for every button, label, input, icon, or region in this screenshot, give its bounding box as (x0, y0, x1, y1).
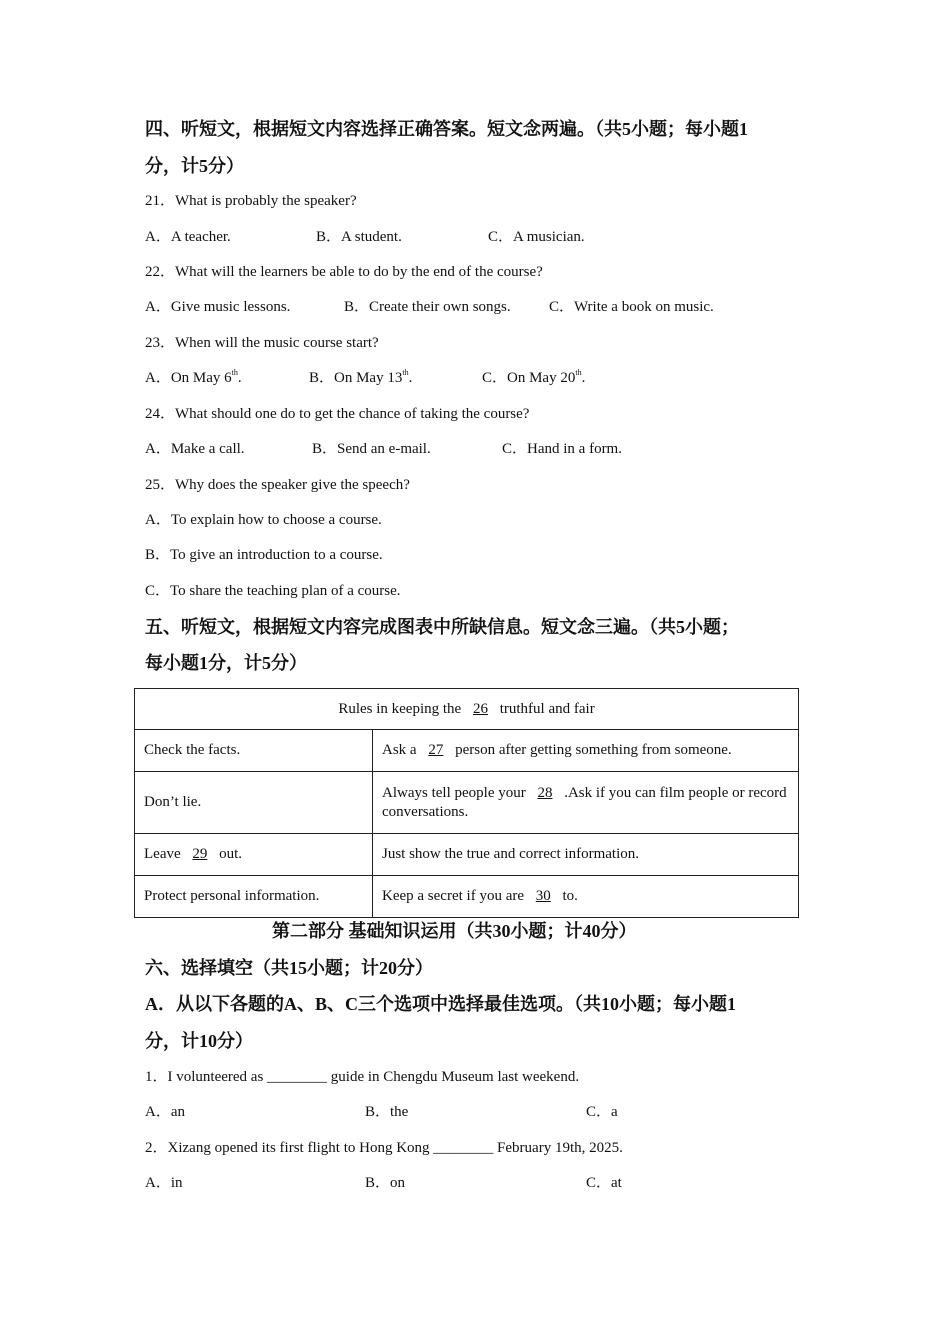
question: 25．Why does the speaker give the speech? (145, 477, 410, 493)
table-row (135, 730, 799, 772)
question: 24．What should one do to get the chance of taking the course? (145, 406, 530, 422)
blank-27: 27 (428, 742, 444, 758)
option-text: . (237, 370, 242, 386)
option-c: C．a (586, 1104, 618, 1120)
option-a (145, 368, 242, 388)
table-title (135, 689, 799, 730)
cell-text: out. (219, 846, 243, 862)
table-cell (373, 730, 799, 772)
blank-28: 28 (537, 784, 553, 801)
section-heading: 六、选择填空（共15小题；计20分） (145, 958, 433, 978)
cell-text: Rules in keeping the (338, 700, 462, 717)
cell-text: to. (562, 888, 578, 904)
option-b: B．To give an introduction to a course. (145, 547, 383, 563)
option-c: C．To share the teaching plan of a course. (145, 583, 401, 599)
subsection-heading: A．从以下各题的A、B、C三个选项中选择最佳选项。（共10小题；每小题1 (145, 994, 736, 1014)
cell-text: Ask a (382, 742, 417, 758)
cell-text: person after getting something from someone. (455, 742, 732, 758)
blank-30: 30 (535, 888, 551, 904)
table-cell (373, 772, 799, 834)
question: 1．I volunteered as ________ guide in Chengdu Museum last weekend. (145, 1069, 580, 1085)
ordinal-suffix: th (575, 368, 582, 377)
cell-text: .Ask if you can film people or record conversations. (382, 784, 787, 820)
option-b: B．on (365, 1175, 406, 1191)
option-c: C．Hand in a form. (502, 441, 622, 457)
option-text: B．On May 13 (309, 370, 403, 386)
table-row (135, 772, 799, 834)
table-cell: Protect personal information. (135, 876, 373, 918)
option-a: A．Give music lessons. (145, 299, 291, 315)
option-c: C．A musician. (488, 229, 585, 245)
option-b (309, 368, 412, 388)
cell-text: Leave (144, 846, 181, 862)
option-text: . (581, 370, 586, 386)
blank-26: 26 (472, 700, 488, 717)
cell-text: Always tell people your (382, 784, 526, 801)
option-a: A．an (145, 1104, 185, 1120)
question: 21．What is probably the speaker? (145, 193, 357, 209)
option-a: A．To explain how to choose a course. (145, 512, 382, 528)
option-b: B．Create their own songs. (344, 299, 511, 315)
section-heading: 四、听短文，根据短文内容选择正确答案。短文念两遍。（共5小题；每小题1 (145, 119, 748, 139)
option-c: C．at (586, 1175, 622, 1191)
table-cell: Check the facts. (135, 730, 373, 772)
question: 23．When will the music course start? (145, 335, 379, 351)
ordinal-suffix: th (402, 368, 409, 377)
option-b: B．Send an e-mail. (312, 441, 431, 457)
question: 2．Xizang opened its first flight to Hong Kong ________ February 19th, 2025. (145, 1140, 623, 1156)
table-cell: Don’t lie. (135, 772, 373, 834)
cell-text: Keep a secret if you are (382, 888, 525, 904)
table-cell (135, 834, 373, 876)
subsection-heading: 分，计10分） (145, 1031, 253, 1051)
cell-text: truthful and fair (499, 700, 595, 717)
table-row (135, 834, 799, 876)
part-title: 第二部分 基础知识运用（共30小题；计40分） (272, 921, 637, 941)
option-c (482, 368, 585, 388)
option-text: A．On May 6 (145, 370, 232, 386)
section-heading: 五、听短文，根据短文内容完成图表中所缺信息。短文念三遍。（共5小题； (145, 617, 739, 637)
option-a: A．in (145, 1175, 183, 1191)
option-a: A．A teacher. (145, 229, 231, 245)
table-row (135, 876, 799, 918)
table-cell: Just show the true and correct information. (373, 834, 799, 876)
section-heading: 每小题1分，计5分） (145, 653, 307, 673)
ordinal-suffix: th (231, 368, 238, 377)
option-b: B．A student. (316, 229, 402, 245)
section-heading: 分，计5分） (145, 156, 244, 176)
blank-29: 29 (192, 846, 208, 862)
option-c: C．Write a book on music. (549, 299, 714, 315)
table-cell (373, 876, 799, 918)
option-text: C．On May 20 (482, 370, 576, 386)
option-b: B．the (365, 1104, 409, 1120)
option-text: . (408, 370, 413, 386)
rules-table (134, 688, 799, 918)
option-a: A．Make a call. (145, 441, 245, 457)
question: 22．What will the learners be able to do by the end of the course? (145, 264, 543, 280)
